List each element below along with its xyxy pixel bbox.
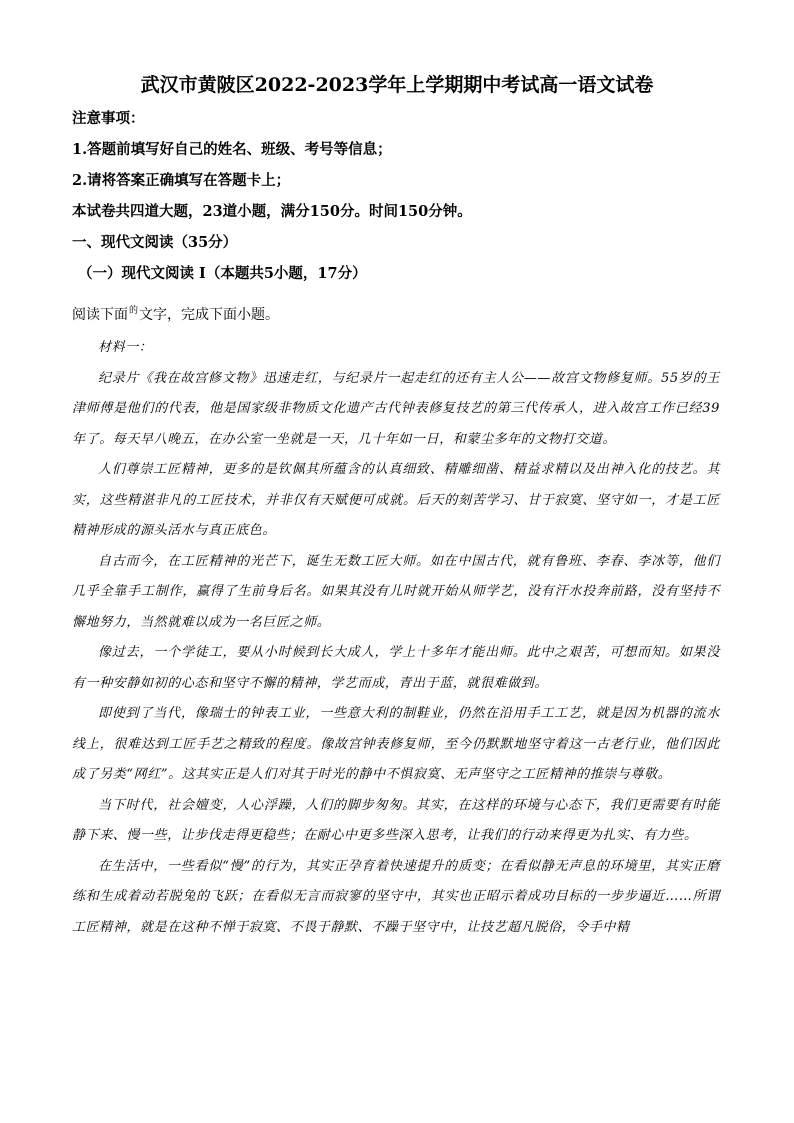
exam-summary: 本试卷共四道大题，23道小题，满分150分。时间150分钟。 bbox=[72, 203, 472, 220]
exam-title: 武汉市黄陂区2022-2023学年上学期期中考试高一语文试卷 bbox=[140, 74, 654, 96]
instruction-before: 阅读下面 bbox=[72, 307, 128, 323]
paragraph-4: 像过去，一个学徒工，要从小时候到长大成人，学上十多年才能出师。此中之艰苦，可想而知。如果没有一种安静如初的心态和坚守不懈的精神，学艺而成，青出于蓝，就很难做到。 bbox=[72, 645, 720, 691]
notice-item-1: 1.答题前填写好自己的姓名、班级、考号等信息； bbox=[72, 141, 392, 158]
notice-item-2: 2.请将答案正确填写在答题卡上； bbox=[72, 172, 291, 189]
paragraph-5: 即使到了当代，像瑞士的钟表工业，一些意大利的制鞋业，仍然在沿用手工工艺，就是因为机器的流水线上，很难达到工匠手艺之精致的程度。像故宫钟表修复师，至今仍默默地坚守着这一古老行业，他们因此成了另类“网红”。这其实正是人们对其于时光的静中不惧寂寞、无声坚守之工匠精神的推崇与尊敬。 bbox=[72, 706, 720, 782]
paragraph-6: 当下时代，社会嬗变，人心浮躁，人们的脚步匆匆。其实，在这样的环境与心态下，我们更需要有时能静下来、慢一些，让步伐走得更稳些；在耐心中更多些深入思考，让我们的行动来得更为扎实、有力些。 bbox=[72, 797, 720, 843]
section-title: 一、现代文阅读（35分） bbox=[72, 234, 238, 251]
section-subtitle: （一）现代文阅读 I（本题共5小题，17分） bbox=[78, 265, 367, 282]
paragraph-7: 在生活中，一些看似“慢”的行为，其实正孕育着快速提升的质变；在看似静无声息的环境里，其实正磨练和生成着动若脱兔的飞跃；在看似无言而寂寥的坚守中，其实也正昭示着成功目标的一步步逼近……所谓工匠精神，就是在这种不惮于寂寞、不畏于静默、不躁于坚守中，让技艺超凡脱俗，令手中精 bbox=[72, 858, 720, 935]
instruction-sup: 的 bbox=[129, 306, 139, 316]
material-label: 材料一： bbox=[98, 340, 153, 355]
notice-heading: 注意事项： bbox=[72, 110, 145, 127]
paragraph-2: 人们尊崇工匠精神，更多的是钦佩其所蕴含的认真细致、精雕细凿、精益求精以及出神入化的技艺。其实，这些精湛非凡的工匠技术，并非仅有天赋便可成就。后天的刻苦学习、甘于寂寞、坚守如一，才是工匠精神形成的源头活水与真正底色。 bbox=[72, 462, 720, 538]
paragraph-1: 纪录片《我在故宫修文物》迅速走红，与纪录片一起走红的还有主人公——故宫文物修复师。55岁的王津师傅是他们的代表，他是国家级非物质文化遗产古代钟表修复技艺的第三代传承人，进入故宫工作已经39年了。每天早八晚五，在办公室一坐就是一天，几十年如一日，和蒙尘多年的文物打交道。 bbox=[72, 370, 720, 447]
instruction-after: 文字，完成下面小题。 bbox=[139, 307, 280, 323]
reading-instruction bbox=[72, 301, 279, 325]
material-body bbox=[72, 333, 720, 943]
paragraph-3: 自古而今，在工匠精神的光芒下，诞生无数工匠大师。如在中国古代，就有鲁班、李春、李冰等，他们几乎全靠手工制作，赢得了生前身后名。如果其没有儿时就开始从师学艺，没有汗水投奔前路，没有坚持不懈地努力，当然就难以成为一名巨匠之师。 bbox=[72, 553, 720, 630]
